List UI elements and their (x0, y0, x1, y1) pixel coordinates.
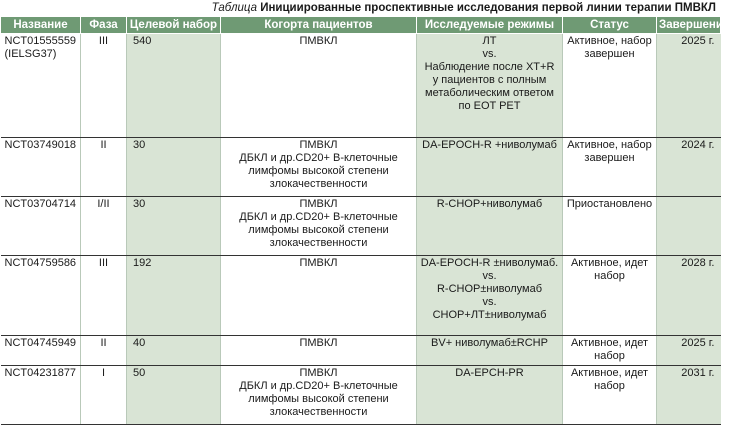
cell-target: 192 (127, 256, 221, 336)
table-row (1, 366, 721, 425)
cell-end: 2024 г. (657, 138, 721, 197)
cell-trial-id-line: NCT04759586 (4, 257, 77, 269)
cell-cohort-line: ДБКЛ и др.CD20+ B-клеточные (239, 152, 398, 164)
cell-status (563, 138, 657, 197)
cell-status-line: набор (594, 380, 625, 392)
cell-cohort (221, 336, 417, 366)
cell-end (657, 197, 721, 256)
cell-modes-line: vs. (482, 270, 497, 282)
table-row (1, 197, 721, 256)
cell-modes-line: у пациентов с полным (432, 74, 547, 86)
cell-modes (417, 256, 563, 336)
header-modes: Исследуемые режимы (417, 17, 563, 34)
cell-target: 30 (127, 197, 221, 256)
cell-trial-id (1, 336, 81, 366)
cell-trial-id-line: NCT04231877 (4, 367, 77, 379)
cell-cohort (221, 34, 417, 138)
header-row (1, 17, 721, 34)
cell-modes-line: по EOT PET (458, 100, 521, 112)
table-row (1, 336, 721, 366)
header-cohort: Когорта пациентов (221, 17, 417, 34)
cell-status-line: Приостановлено (566, 198, 653, 210)
cell-modes (417, 138, 563, 197)
cell-status (563, 197, 657, 256)
cell-modes (417, 197, 563, 256)
cell-trial-id-line: (IELSG37) (4, 48, 57, 60)
cell-cohort-line: ПМВКЛ (299, 367, 338, 379)
cell-phase: I/II (81, 197, 127, 256)
cell-end: 2028 г. (657, 256, 721, 336)
header-status: Статус (563, 17, 657, 34)
trials-table (0, 16, 729, 425)
cell-cohort-line: злокачественности (269, 237, 368, 249)
cell-target: 540 (127, 34, 221, 138)
cell-phase: II (81, 138, 127, 197)
cell-status-line: набор (594, 270, 625, 282)
cell-cohort (221, 256, 417, 336)
cell-status (563, 34, 657, 138)
cell-modes-line: DA-EPOCH-R +ниволумаб (422, 139, 557, 151)
cell-modes (417, 336, 563, 366)
cell-phase: II (81, 336, 127, 366)
cell-end: 2031 г. (657, 366, 721, 425)
cell-status-line: набор (594, 350, 625, 362)
cell-modes-line: DA-EPCH-PR (455, 367, 524, 379)
cell-target: 50 (127, 366, 221, 425)
cell-phase: III (81, 34, 127, 138)
cell-phase: I (81, 366, 127, 425)
cell-modes-line: DA-EPOCH-R ±ниволумаб. (420, 257, 559, 269)
cell-trial-id (1, 138, 81, 197)
cell-target: 30 (127, 138, 221, 197)
cell-modes-line: vs. (482, 296, 497, 308)
cell-modes-line: Наблюдение после ХТ+R (424, 61, 555, 73)
cell-status-line: завершен (584, 48, 635, 60)
cell-modes-line: R-CHOP±ниволумаб (436, 283, 542, 295)
cell-modes-line: BV+ ниволумаб±RCHP (431, 337, 548, 349)
table-row (1, 138, 721, 197)
header-name: Название (1, 17, 81, 34)
cell-trial-id-line: NCT01555559 (4, 35, 77, 47)
cell-status-line: завершен (584, 152, 635, 164)
cell-modes-line: метаболическим ответом (425, 87, 554, 99)
cell-cohort-line: лимфомы высокой степени (248, 224, 389, 236)
cell-cohort (221, 366, 417, 425)
cell-cohort (221, 197, 417, 256)
cell-status-line: Активное, набор (567, 139, 652, 151)
cell-status-line: Активное, идет (570, 337, 649, 349)
cell-cohort-line: ПМВКЛ (299, 35, 338, 47)
table-caption (0, 0, 720, 16)
cell-trial-id (1, 366, 81, 425)
cell-status (563, 336, 657, 366)
cell-cohort-line: злокачественности (269, 406, 368, 418)
table-row (1, 256, 721, 336)
cell-trial-id (1, 34, 81, 138)
cell-cohort-line: ПМВКЛ (299, 198, 338, 210)
cell-modes-line: R-CHOP+ниволумаб (436, 198, 543, 210)
cell-trial-id (1, 197, 81, 256)
cell-modes-line: CHOP+ЛТ±ниволумаб (432, 309, 547, 321)
table-row (1, 34, 721, 138)
cell-status (563, 256, 657, 336)
cell-status (563, 366, 657, 425)
cell-cohort-line: ПМВКЛ (299, 337, 338, 349)
cell-cohort-line: лимфомы высокой степени (248, 165, 389, 177)
cell-trial-id (1, 256, 81, 336)
cell-trial-id-line: NCT04745949 (4, 337, 77, 349)
header-end: Завершение (657, 17, 721, 34)
cell-modes-line: vs. (482, 48, 497, 60)
cell-cohort-line: лимфомы высокой степени (248, 393, 389, 405)
cell-trial-id-line: NCT03749018 (4, 139, 77, 151)
cell-phase: III (81, 256, 127, 336)
cell-cohort-line: злокачественности (269, 178, 368, 190)
caption-label: Таблица (211, 2, 257, 14)
cell-target: 40 (127, 336, 221, 366)
cell-status-line: Активное, идет (570, 257, 649, 269)
cell-modes-line: ЛТ (482, 35, 497, 47)
cell-modes (417, 34, 563, 138)
cell-end: 2025 г. (657, 34, 721, 138)
cell-cohort-line: ПМВКЛ (299, 257, 338, 269)
cell-status-line: Активное, идет (570, 367, 649, 379)
cell-modes (417, 366, 563, 425)
cell-end: 2025 г. (657, 336, 721, 366)
header-phase: Фаза (81, 17, 127, 34)
cell-cohort (221, 138, 417, 197)
cell-status-line: Активное, набор (567, 35, 652, 47)
header-target: Целевой набор (127, 17, 221, 34)
cell-cohort-line: ДБКЛ и др.CD20+ B-клеточные (239, 380, 398, 392)
caption-title: Инициированные проспективные исследования первой линии терапии ПМВКЛ (260, 2, 716, 14)
cell-cohort-line: ДБКЛ и др.CD20+ B-клеточные (239, 211, 398, 223)
cell-cohort-line: ПМВКЛ (299, 139, 338, 151)
cell-trial-id-line: NCT03704714 (4, 198, 77, 210)
